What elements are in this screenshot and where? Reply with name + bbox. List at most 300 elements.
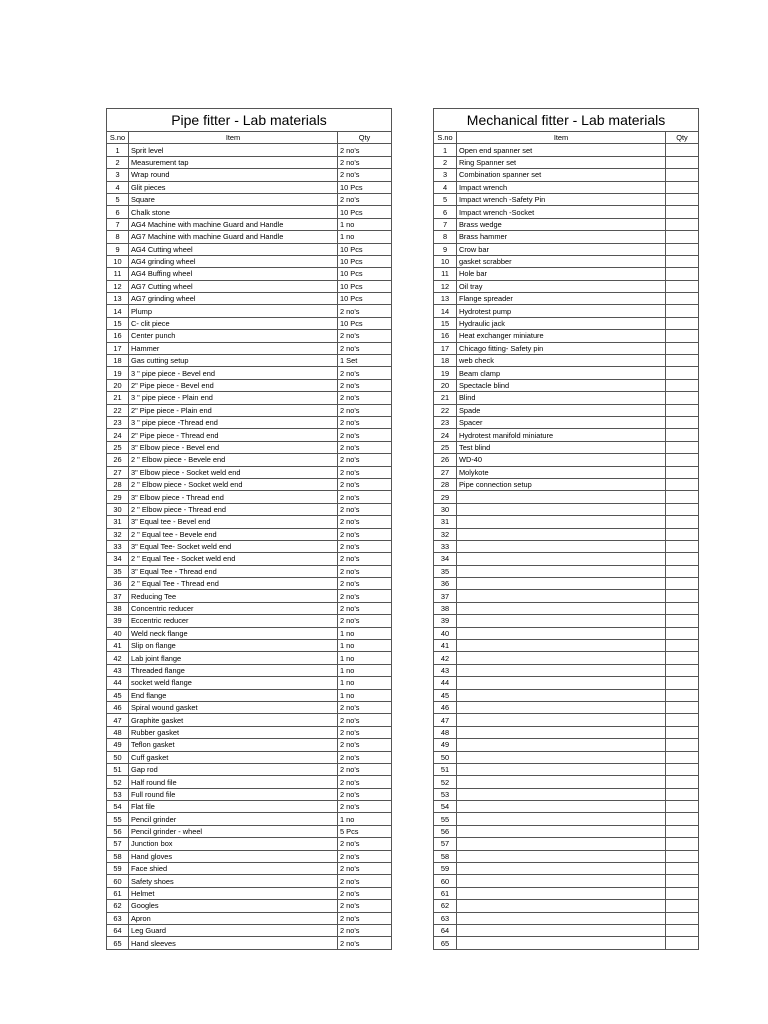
cell-item: 2 " Elbow piece - Socket weld end bbox=[129, 478, 338, 490]
cell-qty bbox=[666, 255, 699, 267]
table-row bbox=[107, 206, 392, 218]
table-row bbox=[107, 342, 392, 354]
table-row bbox=[107, 887, 392, 899]
cell-item bbox=[457, 813, 666, 825]
table-title: Mechanical fitter - Lab materials bbox=[434, 109, 699, 132]
cell-sno: 34 bbox=[434, 553, 457, 565]
cell-qty bbox=[666, 355, 699, 367]
cell-qty: 1 no bbox=[338, 627, 392, 639]
cell-sno: 52 bbox=[434, 776, 457, 788]
table-row bbox=[107, 454, 392, 466]
cell-sno: 62 bbox=[434, 900, 457, 912]
table-row bbox=[107, 355, 392, 367]
cell-item bbox=[457, 503, 666, 515]
cell-sno: 13 bbox=[434, 293, 457, 305]
cell-qty: 2 no's bbox=[338, 578, 392, 590]
table-row bbox=[434, 788, 699, 800]
cell-item: Full round file bbox=[129, 788, 338, 800]
cell-sno: 3 bbox=[107, 169, 129, 181]
cell-qty: 2 no's bbox=[338, 429, 392, 441]
cell-sno: 58 bbox=[107, 850, 129, 862]
table-row bbox=[434, 813, 699, 825]
cell-item: Oil tray bbox=[457, 280, 666, 292]
table-row bbox=[434, 466, 699, 478]
cell-sno: 46 bbox=[107, 701, 129, 713]
table-row bbox=[434, 169, 699, 181]
cell-sno: 55 bbox=[107, 813, 129, 825]
cell-sno: 37 bbox=[107, 590, 129, 602]
cell-item: 3 " pipe piece -Thread end bbox=[129, 416, 338, 428]
table-row bbox=[434, 640, 699, 652]
cell-item: 2" Pipe piece - Plain end bbox=[129, 404, 338, 416]
cell-qty: 2 no's bbox=[338, 330, 392, 342]
cell-item bbox=[457, 726, 666, 738]
cell-sno: 6 bbox=[107, 206, 129, 218]
table-row bbox=[107, 293, 392, 305]
cell-sno: 34 bbox=[107, 553, 129, 565]
cell-item: Square bbox=[129, 193, 338, 205]
table-row bbox=[434, 627, 699, 639]
cell-sno: 54 bbox=[107, 801, 129, 813]
cell-qty: 2 no's bbox=[338, 925, 392, 937]
cell-item: Rubber gasket bbox=[129, 726, 338, 738]
table-row bbox=[434, 280, 699, 292]
cell-sno: 31 bbox=[107, 516, 129, 528]
table-row bbox=[434, 528, 699, 540]
table-row bbox=[434, 193, 699, 205]
table-row bbox=[434, 454, 699, 466]
cell-qty bbox=[666, 193, 699, 205]
cell-sno: 18 bbox=[434, 355, 457, 367]
cell-qty bbox=[666, 875, 699, 887]
cell-sno: 21 bbox=[434, 392, 457, 404]
cell-qty: 2 no's bbox=[338, 156, 392, 168]
cell-qty: 2 no's bbox=[338, 912, 392, 924]
cell-item: Pencil grinder - wheel bbox=[129, 825, 338, 837]
cell-sno: 53 bbox=[107, 788, 129, 800]
table-row bbox=[434, 305, 699, 317]
cell-sno: 26 bbox=[107, 454, 129, 466]
cell-sno: 25 bbox=[434, 441, 457, 453]
table-row bbox=[434, 664, 699, 676]
cell-item: Pipe connection setup bbox=[457, 478, 666, 490]
cell-qty: 2 no's bbox=[338, 404, 392, 416]
cell-sno: 49 bbox=[434, 739, 457, 751]
cell-qty: 1 no bbox=[338, 677, 392, 689]
cell-item: Spiral wound gasket bbox=[129, 701, 338, 713]
cell-item: AG4 Cutting wheel bbox=[129, 243, 338, 255]
cell-qty bbox=[666, 466, 699, 478]
cell-item bbox=[457, 590, 666, 602]
cell-item: Ring Spanner set bbox=[457, 156, 666, 168]
table-row bbox=[434, 937, 699, 949]
table-row bbox=[107, 280, 392, 292]
cell-sno: 51 bbox=[107, 763, 129, 775]
cell-qty bbox=[666, 578, 699, 590]
cell-sno: 36 bbox=[434, 578, 457, 590]
column-header-qty: Qty bbox=[338, 132, 392, 144]
cell-item: Measurement tap bbox=[129, 156, 338, 168]
cell-item bbox=[457, 602, 666, 614]
cell-qty bbox=[666, 590, 699, 602]
cell-item bbox=[457, 875, 666, 887]
cell-sno: 14 bbox=[107, 305, 129, 317]
mechanical-fitter-materials-table bbox=[433, 108, 699, 950]
table-row bbox=[107, 156, 392, 168]
cell-sno: 46 bbox=[434, 701, 457, 713]
cell-qty: 2 no's bbox=[338, 751, 392, 763]
cell-item: web check bbox=[457, 355, 666, 367]
cell-qty: 2 no's bbox=[338, 466, 392, 478]
cell-sno: 37 bbox=[434, 590, 457, 602]
cell-qty bbox=[666, 429, 699, 441]
cell-sno: 53 bbox=[434, 788, 457, 800]
table-row bbox=[107, 491, 392, 503]
cell-sno: 9 bbox=[434, 243, 457, 255]
cell-sno: 64 bbox=[107, 925, 129, 937]
cell-qty: 10 Pcs bbox=[338, 317, 392, 329]
cell-qty: 2 no's bbox=[338, 714, 392, 726]
cell-sno: 57 bbox=[434, 838, 457, 850]
table-body bbox=[107, 144, 392, 949]
cell-sno: 11 bbox=[434, 268, 457, 280]
cell-item bbox=[457, 912, 666, 924]
cell-item: Impact wrench bbox=[457, 181, 666, 193]
cell-qty: 2 no's bbox=[338, 478, 392, 490]
cell-sno: 2 bbox=[107, 156, 129, 168]
cell-qty: 10 Pcs bbox=[338, 181, 392, 193]
cell-qty: 2 no's bbox=[338, 590, 392, 602]
cell-sno: 5 bbox=[434, 193, 457, 205]
table-row bbox=[107, 144, 392, 156]
cell-qty: 1 no bbox=[338, 652, 392, 664]
table-row bbox=[107, 739, 392, 751]
table-row bbox=[434, 701, 699, 713]
cell-qty bbox=[666, 615, 699, 627]
table-row bbox=[434, 776, 699, 788]
table-row bbox=[434, 293, 699, 305]
table-row bbox=[434, 863, 699, 875]
table-row bbox=[434, 330, 699, 342]
cell-sno: 19 bbox=[107, 367, 129, 379]
cell-qty bbox=[666, 640, 699, 652]
cell-sno: 9 bbox=[107, 243, 129, 255]
table-row bbox=[434, 578, 699, 590]
table-row bbox=[107, 503, 392, 515]
cell-item: 3" Equal tee - Bevel end bbox=[129, 516, 338, 528]
cell-item: Pencil grinder bbox=[129, 813, 338, 825]
cell-item: Apron bbox=[129, 912, 338, 924]
cell-item bbox=[457, 838, 666, 850]
table-row bbox=[434, 342, 699, 354]
table-row bbox=[107, 565, 392, 577]
table-row bbox=[434, 726, 699, 738]
table-row bbox=[107, 788, 392, 800]
cell-item: Chicago fitting- Safety pin bbox=[457, 342, 666, 354]
table-row bbox=[107, 776, 392, 788]
cell-item: Blind bbox=[457, 392, 666, 404]
cell-item: Leg Guard bbox=[129, 925, 338, 937]
cell-item bbox=[457, 714, 666, 726]
cell-qty bbox=[666, 701, 699, 713]
cell-item: Eccentric reducer bbox=[129, 615, 338, 627]
cell-item: 3 " pipe piece - Bevel end bbox=[129, 367, 338, 379]
cell-item bbox=[457, 640, 666, 652]
cell-sno: 65 bbox=[107, 937, 129, 949]
table-row bbox=[107, 317, 392, 329]
cell-item bbox=[457, 578, 666, 590]
cell-sno: 17 bbox=[434, 342, 457, 354]
cell-item bbox=[457, 553, 666, 565]
cell-sno: 28 bbox=[434, 478, 457, 490]
cell-sno: 18 bbox=[107, 355, 129, 367]
cell-qty bbox=[666, 416, 699, 428]
cell-item: Hand sleeves bbox=[129, 937, 338, 949]
cell-qty bbox=[666, 441, 699, 453]
cell-sno: 38 bbox=[107, 602, 129, 614]
table-row bbox=[107, 726, 392, 738]
table-row bbox=[434, 379, 699, 391]
cell-sno: 29 bbox=[107, 491, 129, 503]
cell-item bbox=[457, 776, 666, 788]
cell-qty: 1 no bbox=[338, 813, 392, 825]
cell-qty bbox=[666, 602, 699, 614]
table-row bbox=[107, 825, 392, 837]
cell-item bbox=[457, 627, 666, 639]
cell-qty: 2 no's bbox=[338, 441, 392, 453]
cell-item: Impact wrench -Socket bbox=[457, 206, 666, 218]
cell-qty: 2 no's bbox=[338, 367, 392, 379]
cell-item bbox=[457, 664, 666, 676]
table-row bbox=[107, 640, 392, 652]
cell-qty bbox=[666, 144, 699, 156]
pipe-fitter-materials-table bbox=[106, 108, 392, 950]
cell-item: Plump bbox=[129, 305, 338, 317]
cell-sno: 64 bbox=[434, 925, 457, 937]
cell-sno: 3 bbox=[434, 169, 457, 181]
cell-item: Center punch bbox=[129, 330, 338, 342]
table-row bbox=[434, 801, 699, 813]
table-row bbox=[107, 181, 392, 193]
cell-item: Wrap round bbox=[129, 169, 338, 181]
table-row bbox=[434, 900, 699, 912]
cell-qty bbox=[666, 553, 699, 565]
table-row bbox=[107, 231, 392, 243]
cell-qty: 2 no's bbox=[338, 342, 392, 354]
table-row bbox=[107, 441, 392, 453]
cell-qty: 2 no's bbox=[338, 850, 392, 862]
cell-qty: 2 no's bbox=[338, 144, 392, 156]
cell-sno: 2 bbox=[434, 156, 457, 168]
cell-item: AG4 grinding wheel bbox=[129, 255, 338, 267]
table-row bbox=[434, 416, 699, 428]
cell-qty bbox=[666, 367, 699, 379]
cell-sno: 35 bbox=[434, 565, 457, 577]
cell-sno: 6 bbox=[434, 206, 457, 218]
cell-sno: 4 bbox=[434, 181, 457, 193]
cell-qty bbox=[666, 540, 699, 552]
cell-item: Spacer bbox=[457, 416, 666, 428]
table-row bbox=[434, 429, 699, 441]
cell-qty: 2 no's bbox=[338, 838, 392, 850]
cell-item: Half round file bbox=[129, 776, 338, 788]
table-row bbox=[434, 590, 699, 602]
cell-item: socket weld flange bbox=[129, 677, 338, 689]
cell-item: Chalk stone bbox=[129, 206, 338, 218]
cell-item bbox=[457, 825, 666, 837]
table-row bbox=[107, 268, 392, 280]
cell-sno: 16 bbox=[107, 330, 129, 342]
cell-qty: 2 no's bbox=[338, 392, 392, 404]
cell-qty bbox=[666, 825, 699, 837]
cell-sno: 20 bbox=[434, 379, 457, 391]
cell-sno: 4 bbox=[107, 181, 129, 193]
cell-sno: 14 bbox=[434, 305, 457, 317]
table-row bbox=[107, 255, 392, 267]
cell-item: 3" Elbow piece - Thread end bbox=[129, 491, 338, 503]
cell-sno: 57 bbox=[107, 838, 129, 850]
cell-qty bbox=[666, 317, 699, 329]
cell-item: AG4 Machine with machine Guard and Handle bbox=[129, 218, 338, 230]
cell-sno: 1 bbox=[434, 144, 457, 156]
table-row bbox=[434, 714, 699, 726]
cell-qty bbox=[666, 342, 699, 354]
cell-qty bbox=[666, 801, 699, 813]
cell-qty bbox=[666, 912, 699, 924]
cell-sno: 16 bbox=[434, 330, 457, 342]
column-header-sno: S.no bbox=[107, 132, 129, 144]
cell-sno: 39 bbox=[434, 615, 457, 627]
cell-sno: 12 bbox=[434, 280, 457, 292]
cell-item: Open end spanner set bbox=[457, 144, 666, 156]
cell-sno: 61 bbox=[434, 887, 457, 899]
table-row bbox=[434, 231, 699, 243]
cell-item bbox=[457, 925, 666, 937]
cell-sno: 54 bbox=[434, 801, 457, 813]
cell-qty bbox=[666, 478, 699, 490]
cell-sno: 44 bbox=[107, 677, 129, 689]
cell-qty bbox=[666, 293, 699, 305]
table-row bbox=[107, 664, 392, 676]
cell-item: Gap rod bbox=[129, 763, 338, 775]
table-row bbox=[107, 305, 392, 317]
cell-item: Hydraulic jack bbox=[457, 317, 666, 329]
cell-sno: 45 bbox=[107, 689, 129, 701]
cell-sno: 55 bbox=[434, 813, 457, 825]
cell-sno: 42 bbox=[107, 652, 129, 664]
cell-sno: 8 bbox=[434, 231, 457, 243]
cell-qty bbox=[666, 156, 699, 168]
cell-sno: 15 bbox=[107, 317, 129, 329]
cell-qty bbox=[666, 714, 699, 726]
cell-item: Gas cutting setup bbox=[129, 355, 338, 367]
cell-item: Flat file bbox=[129, 801, 338, 813]
cell-sno: 41 bbox=[434, 640, 457, 652]
cell-item: Impact wrench -Safety Pin bbox=[457, 193, 666, 205]
cell-qty bbox=[666, 739, 699, 751]
cell-sno: 12 bbox=[107, 280, 129, 292]
cell-sno: 50 bbox=[107, 751, 129, 763]
cell-item: AG7 Cutting wheel bbox=[129, 280, 338, 292]
cell-qty bbox=[666, 863, 699, 875]
cell-qty: 10 Pcs bbox=[338, 280, 392, 292]
cell-qty: 2 no's bbox=[338, 553, 392, 565]
cell-qty bbox=[666, 491, 699, 503]
cell-sno: 15 bbox=[434, 317, 457, 329]
cell-qty: 2 no's bbox=[338, 454, 392, 466]
cell-sno: 13 bbox=[107, 293, 129, 305]
table-row bbox=[107, 392, 392, 404]
table-row bbox=[434, 751, 699, 763]
table-row bbox=[107, 615, 392, 627]
table-row bbox=[107, 540, 392, 552]
cell-sno: 61 bbox=[107, 887, 129, 899]
cell-sno: 48 bbox=[107, 726, 129, 738]
cell-sno: 28 bbox=[107, 478, 129, 490]
table-row bbox=[434, 441, 699, 453]
cell-qty bbox=[666, 813, 699, 825]
cell-qty bbox=[666, 776, 699, 788]
cell-sno: 43 bbox=[434, 664, 457, 676]
column-header-item: Item bbox=[129, 132, 338, 144]
table-row bbox=[434, 491, 699, 503]
cell-item: WD-40 bbox=[457, 454, 666, 466]
table-row bbox=[107, 850, 392, 862]
cell-sno: 20 bbox=[107, 379, 129, 391]
table-row bbox=[107, 553, 392, 565]
table-title: Pipe fitter - Lab materials bbox=[107, 109, 392, 132]
cell-qty: 10 Pcs bbox=[338, 206, 392, 218]
cell-sno: 25 bbox=[107, 441, 129, 453]
cell-qty bbox=[666, 528, 699, 540]
table-row bbox=[107, 652, 392, 664]
cell-item: Sprit level bbox=[129, 144, 338, 156]
table-row bbox=[107, 627, 392, 639]
cell-item: 2 " Equal Tee - Thread end bbox=[129, 578, 338, 590]
cell-sno: 24 bbox=[434, 429, 457, 441]
cell-qty: 2 no's bbox=[338, 937, 392, 949]
table-row bbox=[107, 801, 392, 813]
table-row bbox=[434, 392, 699, 404]
cell-item: Molykote bbox=[457, 466, 666, 478]
cell-qty bbox=[666, 379, 699, 391]
cell-sno: 35 bbox=[107, 565, 129, 577]
cell-item: AG7 Machine with machine Guard and Handle bbox=[129, 231, 338, 243]
table-row bbox=[107, 677, 392, 689]
cell-qty bbox=[666, 503, 699, 515]
cell-item: Concentric reducer bbox=[129, 602, 338, 614]
table-row bbox=[107, 330, 392, 342]
table-row bbox=[107, 838, 392, 850]
cell-item bbox=[457, 677, 666, 689]
column-header-item: Item bbox=[457, 132, 666, 144]
cell-item bbox=[457, 751, 666, 763]
table-row bbox=[434, 602, 699, 614]
cell-sno: 63 bbox=[434, 912, 457, 924]
cell-sno: 65 bbox=[434, 937, 457, 949]
cell-item bbox=[457, 701, 666, 713]
cell-item: Cuff gasket bbox=[129, 751, 338, 763]
cell-qty bbox=[666, 169, 699, 181]
cell-sno: 24 bbox=[107, 429, 129, 441]
table-row bbox=[107, 466, 392, 478]
cell-item: 3 " pipe piece - Plain end bbox=[129, 392, 338, 404]
cell-sno: 1 bbox=[107, 144, 129, 156]
cell-qty bbox=[666, 330, 699, 342]
cell-item: Slip on flange bbox=[129, 640, 338, 652]
cell-item bbox=[457, 863, 666, 875]
cell-item: AG4 Buffing wheel bbox=[129, 268, 338, 280]
